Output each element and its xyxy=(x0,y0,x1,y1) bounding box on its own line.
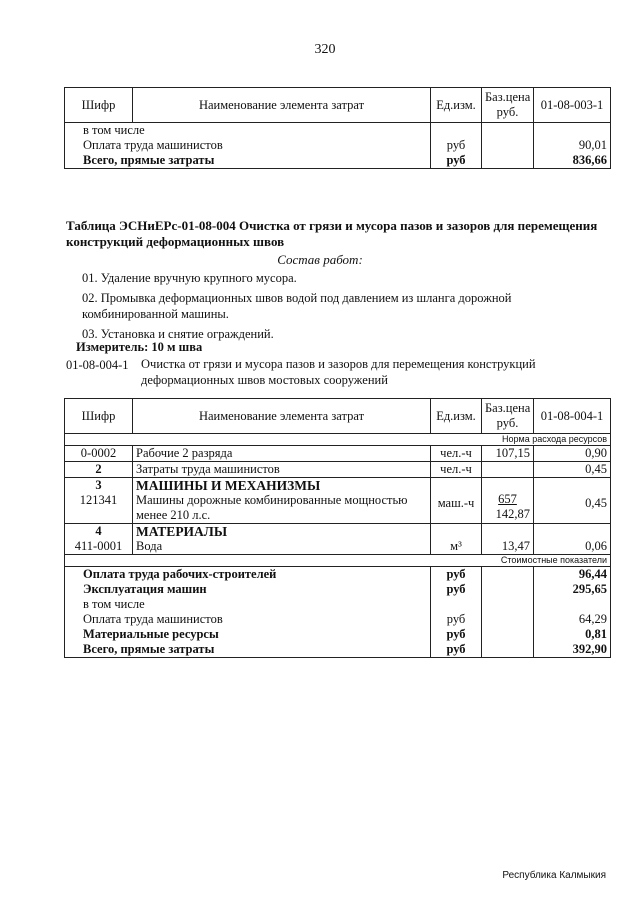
item-desc-line-1: Очистка от грязи и мусора пазов и зазоров для перемещения конструкций xyxy=(141,357,536,371)
cost-table-continued xyxy=(64,87,611,169)
work-step: 02. Промывка деформационных швов водой под давлением из шланга дорожной xyxy=(82,291,512,305)
row-price xyxy=(482,123,534,139)
item-desc-line-2: деформационных швов мостовых сооружений xyxy=(141,373,388,387)
cost-name: Материальные ресурсы xyxy=(65,627,431,642)
cost-name: Эксплуатация машин xyxy=(65,582,431,597)
resource-price: 107,15 xyxy=(482,446,534,462)
footer-region: Республика Калмыкия xyxy=(502,870,606,881)
cost-price xyxy=(482,597,534,612)
cost-name: Оплата труда машинистов xyxy=(65,612,431,627)
col-header-code: Шифр xyxy=(65,399,133,434)
cost-unit: руб xyxy=(431,567,482,583)
row-value: 90,01 xyxy=(534,138,611,153)
cost-value: 295,65 xyxy=(534,582,611,597)
resource-code: 121341 xyxy=(79,493,118,507)
section-title-line-1: Таблица ЭСНиЕРс-01-08-004 Очистка от грязи и мусора пазов и зазоров для перемещения xyxy=(66,218,598,233)
resource-price-bottom: 142,87 xyxy=(495,506,530,521)
cost-value xyxy=(534,597,611,612)
resource-value: 0,45 xyxy=(534,478,611,524)
cost-price xyxy=(482,612,534,627)
col-header-unit: Ед.изм. xyxy=(431,88,482,123)
group-cell xyxy=(65,524,133,555)
cost-price xyxy=(482,642,534,658)
group-code: 3 xyxy=(95,478,102,492)
row-value xyxy=(534,123,611,139)
col-header-name: Наименование элемента затрат xyxy=(133,88,431,123)
page-number: 320 xyxy=(314,42,336,57)
col-header-base-price: Баз.цена руб. xyxy=(482,399,534,434)
resource-code: 411-0001 xyxy=(74,539,123,553)
resource-price xyxy=(482,462,534,478)
col-header-code: Шифр xyxy=(65,88,133,123)
composition-title: Состав работ: xyxy=(277,252,363,267)
cost-price xyxy=(482,567,534,583)
item-description xyxy=(141,356,601,388)
row-unit: руб xyxy=(431,153,482,169)
row-value: 836,66 xyxy=(534,153,611,169)
group-name-cell xyxy=(133,478,431,524)
row-name: в том числе xyxy=(65,123,431,139)
row-price xyxy=(482,153,534,169)
cost-name: в том числе xyxy=(65,597,431,612)
resource-name: Затраты труда машинистов xyxy=(133,462,431,478)
cost-unit: руб xyxy=(431,627,482,642)
cost-label: Стоимостные показатели xyxy=(65,555,611,567)
col-header-item-code: 01-08-004-1 xyxy=(534,399,611,434)
group-name: МАТЕРИАЛЫ xyxy=(136,524,228,539)
norm-label: Норма расхода ресурсов xyxy=(65,434,611,446)
cost-unit: руб xyxy=(431,642,482,658)
resource-price-top: 657 xyxy=(498,491,517,506)
resource-unit: маш.-ч xyxy=(431,478,482,524)
row-unit xyxy=(431,123,482,139)
group-name: МАШИНЫ И МЕХАНИЗМЫ xyxy=(136,478,321,493)
resource-value: 0,45 xyxy=(534,462,611,478)
cost-name: Оплата труда рабочих-строителей xyxy=(65,567,431,583)
work-step: 01. Удаление вручную крупного мусора. xyxy=(82,271,297,285)
cost-price xyxy=(482,627,534,642)
cost-value: 392,90 xyxy=(534,642,611,658)
cost-unit: руб xyxy=(431,612,482,627)
cost-value: 64,29 xyxy=(534,612,611,627)
row-name: Оплата труда машинистов xyxy=(65,138,431,153)
row-name: Всего, прямые затраты xyxy=(65,153,431,169)
resource-name: Машины дорожные комбинированные мощностью xyxy=(136,493,408,507)
col-header-unit: Ед.изм. xyxy=(431,399,482,434)
resource-code: 2 xyxy=(65,462,133,478)
resource-name: Рабочие 2 разряда xyxy=(133,446,431,462)
resource-code: 0-0002 xyxy=(65,446,133,462)
resource-name: Вода xyxy=(136,539,163,553)
resource-value: 0,90 xyxy=(534,446,611,462)
meter: Измеритель: 10 м шва xyxy=(76,340,203,354)
work-steps xyxy=(82,270,602,342)
cost-value: 0,81 xyxy=(534,627,611,642)
work-step: 03. Установка и снятие ограждений. xyxy=(82,327,274,341)
cost-unit xyxy=(431,597,482,612)
section-title xyxy=(66,218,616,250)
resource-name-cont: менее 210 л.с. xyxy=(136,508,211,522)
section-title-line-2: конструкций деформационных швов xyxy=(66,234,285,249)
cost-name: Всего, прямые затраты xyxy=(65,642,431,658)
cost-value: 96,44 xyxy=(534,567,611,583)
item-code: 01-08-004-1 xyxy=(66,358,129,372)
resource-unit: м³ xyxy=(431,524,482,555)
resource-unit: чел.-ч xyxy=(431,462,482,478)
group-code: 4 xyxy=(95,524,102,538)
col-header-base-price: Баз.цена руб. xyxy=(482,88,534,123)
group-cell xyxy=(65,478,133,524)
group-name-cell xyxy=(133,524,431,555)
resource-price: 13,47 xyxy=(482,524,534,555)
row-price xyxy=(482,138,534,153)
resource-table xyxy=(64,398,611,658)
work-step: комбинированной машины. xyxy=(82,307,229,321)
col-header-item-code: 01-08-003-1 xyxy=(534,88,611,123)
resource-price-cell xyxy=(482,478,534,524)
cost-price xyxy=(482,582,534,597)
row-unit: руб xyxy=(431,138,482,153)
cost-unit: руб xyxy=(431,582,482,597)
resource-value: 0,06 xyxy=(534,524,611,555)
col-header-name: Наименование элемента затрат xyxy=(133,399,431,434)
resource-unit: чел.-ч xyxy=(431,446,482,462)
